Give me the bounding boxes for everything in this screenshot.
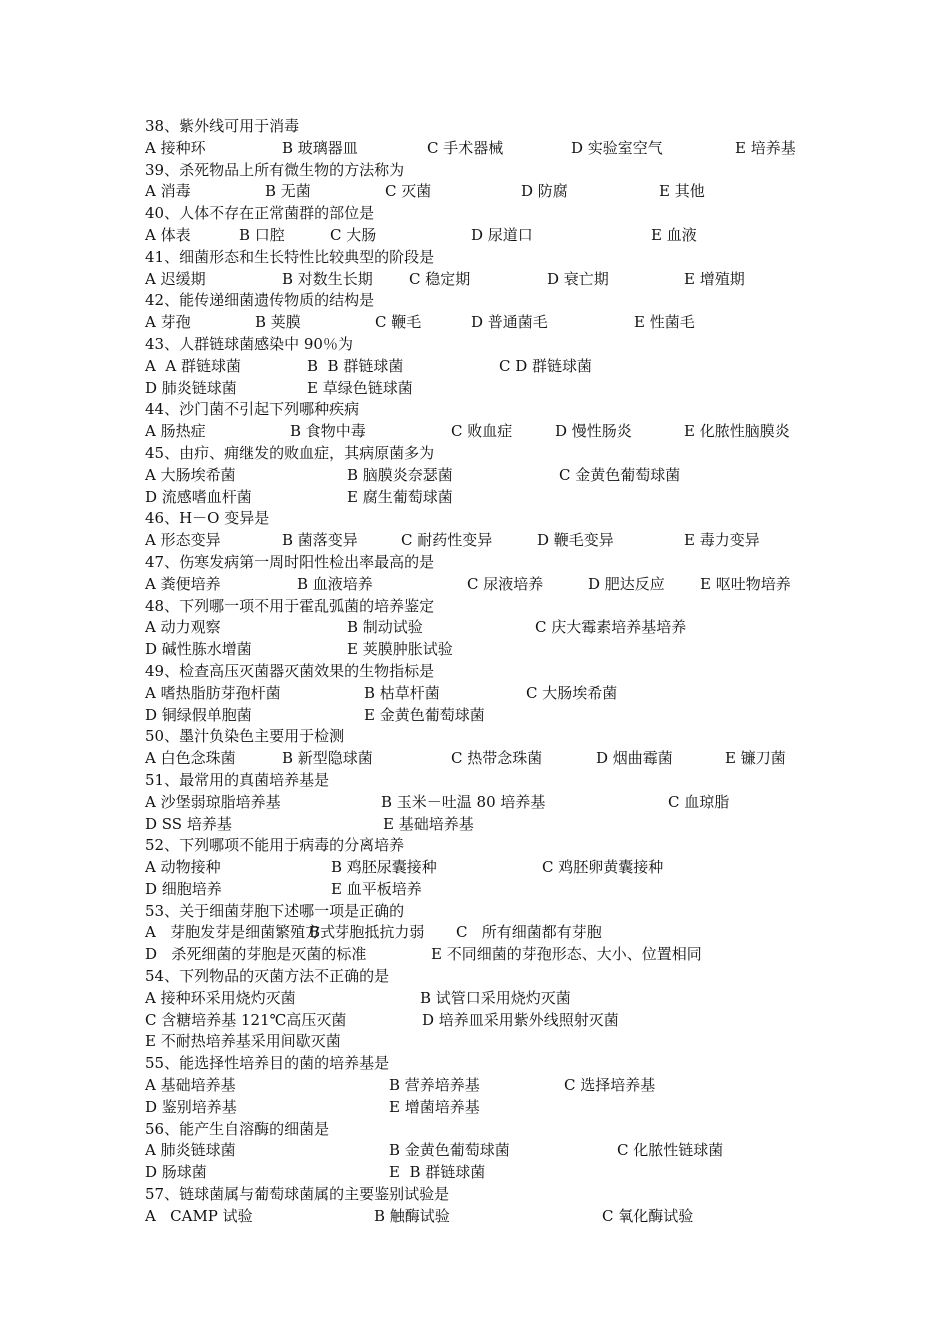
answer-option: B 金黄色葡萄球菌 xyxy=(389,1141,510,1160)
question-stem: 42、能传递细菌遗传物质的结构是 xyxy=(145,291,375,310)
question-stem: 39、杀死物品上所有微生物的方法称为 xyxy=(145,160,405,179)
answer-option: C 大肠 xyxy=(330,225,377,244)
answer-option: A A 群链球菌 xyxy=(145,356,241,375)
option-row xyxy=(145,1206,845,1228)
answer-option: C 大肠埃希菌 xyxy=(526,683,618,702)
answer-option: C 稳定期 xyxy=(409,269,471,288)
answer-option: B 制动试验 xyxy=(347,618,423,637)
question-stem: 53、关于细菌芽胞下述哪一项是正确的 xyxy=(145,901,405,920)
answer-option: D 肥达反应 xyxy=(588,574,665,593)
option-row xyxy=(145,487,845,509)
answer-option: B 脑膜炎奈瑟菌 xyxy=(347,465,453,484)
option-row xyxy=(145,988,845,1010)
option-row xyxy=(145,465,845,487)
answer-option: E 不耐热培养基采用间歇灭菌 xyxy=(145,1032,341,1051)
question-stem: 47、伤寒发病第一周时阳性检出率最高的是 xyxy=(145,552,435,571)
answer-option: D 肠球菌 xyxy=(145,1163,207,1182)
answer-option: C 灭菌 xyxy=(385,182,432,201)
answer-option: D 碱性胨水增菌 xyxy=(145,640,252,659)
question-stem: 51、最常用的真菌培养基是 xyxy=(145,770,330,789)
answer-option: D 烟曲霉菌 xyxy=(596,749,673,768)
answer-option: C 耐药性变异 xyxy=(401,531,493,550)
answer-option: D 流感嗜血杆菌 xyxy=(145,487,252,506)
option-row xyxy=(145,857,845,879)
answer-option: E 腐生葡萄球菌 xyxy=(347,487,453,506)
answer-option: B 玻璃器皿 xyxy=(282,138,358,157)
answer-option: A 动物接种 xyxy=(145,858,221,877)
answer-option: E 血平板培养 xyxy=(331,879,422,898)
answer-option: E 金黄色葡萄球菌 xyxy=(364,705,485,724)
option-row xyxy=(145,944,845,966)
answer-option: D 尿道口 xyxy=(471,225,533,244)
answer-option: D 铜绿假单胞菌 xyxy=(145,705,252,724)
option-row xyxy=(145,356,845,378)
answer-option: C 所有细菌都有芽胞 xyxy=(456,923,602,942)
answer-option: A 肠热症 xyxy=(145,422,206,441)
answer-option: C 化脓性链球菌 xyxy=(617,1141,724,1160)
answer-option: B 口腔 xyxy=(239,225,285,244)
option-row xyxy=(145,1097,845,1119)
answer-option: B 无菌 xyxy=(265,182,311,201)
answer-option: A 沙堡弱琼脂培养基 xyxy=(145,792,281,811)
option-row xyxy=(145,617,845,639)
answer-option: E 毒力变异 xyxy=(684,531,760,550)
option-row xyxy=(145,683,845,705)
option-row xyxy=(145,639,845,661)
answer-option: C 含糖培养基 121℃高压灭菌 xyxy=(145,1010,347,1029)
answer-option: E 血液 xyxy=(651,225,697,244)
answer-option: E 增殖期 xyxy=(684,269,745,288)
answer-option: A 接种环采用烧灼灭菌 xyxy=(145,988,296,1007)
answer-option: E 化脓性脑膜炎 xyxy=(684,422,790,441)
question-stem: 57、链球菌属与葡萄球菌属的主要鉴别试验是 xyxy=(145,1185,450,1204)
answer-option: C 手术器械 xyxy=(427,138,504,157)
answer-option: B 血液培养 xyxy=(297,574,373,593)
answer-option: A 肺炎链球菌 xyxy=(145,1141,236,1160)
answer-option: A 芽孢 xyxy=(145,313,191,332)
option-row xyxy=(145,225,845,247)
answer-option: C D 群链球菌 xyxy=(499,356,593,375)
answer-option: B 玉米－吐温 80 培养基 xyxy=(381,792,546,811)
option-row xyxy=(145,922,845,944)
answer-option: E 草绿色链球菌 xyxy=(307,378,413,397)
answer-option: C 尿液培养 xyxy=(467,574,544,593)
question-stem: 41、细菌形态和生长特性比较典型的阶段是 xyxy=(145,247,435,266)
answer-option: E B 群链球菌 xyxy=(389,1163,486,1182)
answer-option: C 鸡胚卵黄囊接种 xyxy=(542,858,664,877)
answer-option: B 鸡胚尿囊接种 xyxy=(331,858,437,877)
option-row xyxy=(145,269,845,291)
answer-option: A 芽胞发芽是细菌繁殖方式 xyxy=(145,923,336,942)
option-row xyxy=(145,530,845,552)
answer-option: B 芽胞抵抗力弱 xyxy=(309,923,425,942)
answer-option: A 接种环 xyxy=(145,138,206,157)
question-stem: 49、检查高压灭菌器灭菌效果的生物指标是 xyxy=(145,661,435,680)
answer-option: E 镰刀菌 xyxy=(725,749,786,768)
option-row xyxy=(145,705,845,727)
option-row xyxy=(145,181,845,203)
question-stem: 48、下列哪一项不用于霍乱弧菌的培养鉴定 xyxy=(145,596,435,615)
answer-option: D 细胞培养 xyxy=(145,879,222,898)
question-stem: 55、能选择性培养目的菌的培养基是 xyxy=(145,1054,390,1073)
answer-option: C 血琼脂 xyxy=(668,792,730,811)
answer-option: A 嗜热脂肪芽孢杆菌 xyxy=(145,683,281,702)
question-stem: 46、H－O 变异是 xyxy=(145,509,270,528)
answer-option: E 增菌培养基 xyxy=(389,1097,480,1116)
question-stem: 40、人体不存在正常菌群的部位是 xyxy=(145,204,375,223)
answer-option: B 新型隐球菌 xyxy=(282,749,373,768)
option-row xyxy=(145,378,845,400)
answer-option: B 试管口采用烧灼灭菌 xyxy=(420,988,571,1007)
answer-option: E 培养基 xyxy=(735,138,796,157)
answer-option: A 形态变异 xyxy=(145,531,221,550)
option-row xyxy=(145,1140,845,1162)
answer-option: C 热带念珠菌 xyxy=(451,749,543,768)
answer-option: B 触酶试验 xyxy=(374,1206,450,1225)
answer-option: C 庆大霉素培养基培养 xyxy=(535,618,687,637)
answer-option: C 选择培养基 xyxy=(564,1076,656,1095)
answer-option: A CAMP 试验 xyxy=(145,1206,253,1225)
answer-option: C 氧化酶试验 xyxy=(602,1206,694,1225)
answer-option: D 衰亡期 xyxy=(547,269,609,288)
answer-option: D 鉴别培养基 xyxy=(145,1097,237,1116)
answer-option: A 白色念珠菌 xyxy=(145,749,236,768)
answer-option: D 鞭毛变异 xyxy=(537,531,614,550)
answer-option: A 粪便培养 xyxy=(145,574,221,593)
answer-option: C 金黄色葡萄球菌 xyxy=(559,465,681,484)
answer-option: C 败血症 xyxy=(451,422,513,441)
answer-option: B 营养培养基 xyxy=(389,1076,480,1095)
answer-option: B 荚膜 xyxy=(255,313,301,332)
question-stem: 43、人群链球菌感染中 90％为 xyxy=(145,334,353,353)
answer-option: E 呕吐物培养 xyxy=(700,574,791,593)
answer-option: A 大肠埃希菌 xyxy=(145,465,236,484)
option-row xyxy=(145,792,845,814)
answer-option: A 动力观察 xyxy=(145,618,221,637)
option-row xyxy=(145,1010,845,1032)
answer-option: B 对数生长期 xyxy=(282,269,373,288)
option-row xyxy=(145,814,845,836)
question-stem: 54、下列物品的灭菌方法不正确的是 xyxy=(145,967,390,986)
question-stem: 56、能产生自溶酶的细菌是 xyxy=(145,1119,330,1138)
option-row xyxy=(145,574,845,596)
answer-option: B 菌落变异 xyxy=(282,531,358,550)
option-row xyxy=(145,138,845,160)
question-stem: 52、下列哪项不能用于病毒的分离培养 xyxy=(145,836,405,855)
answer-option: D 培养皿采用紫外线照射灭菌 xyxy=(422,1010,619,1029)
answer-option: D 杀死细菌的芽胞是灭菌的标准 xyxy=(145,945,367,964)
answer-option: D SS 培养基 xyxy=(145,814,232,833)
answer-option: D 慢性肠炎 xyxy=(555,422,632,441)
answer-option: E 性菌毛 xyxy=(634,313,695,332)
answer-option: A 体表 xyxy=(145,225,191,244)
question-stem: 38、紫外线可用于消毒 xyxy=(145,117,300,135)
answer-option: D 肺炎链球菌 xyxy=(145,378,237,397)
question-stem: 44、沙门菌不引起下列哪种疾病 xyxy=(145,400,360,419)
answer-option: E 其他 xyxy=(659,182,705,201)
document-page xyxy=(145,116,845,1228)
answer-option: D 防腐 xyxy=(521,182,568,201)
answer-option: D 实验室空气 xyxy=(571,138,663,157)
option-row xyxy=(145,1162,845,1184)
option-row xyxy=(145,748,845,770)
question-stem: 45、由疖、痈继发的败血症，其病原菌多为 xyxy=(145,443,435,462)
question-stem: 50、墨汁负染色主要用于检测 xyxy=(145,727,345,746)
option-row xyxy=(145,421,845,443)
answer-option: E 荚膜肿胀试验 xyxy=(347,640,453,659)
option-row xyxy=(145,879,845,901)
answer-option: B 食物中毒 xyxy=(290,422,366,441)
answer-option: B 枯草杆菌 xyxy=(364,683,440,702)
answer-option: B B 群链球菌 xyxy=(307,356,404,375)
answer-option: E 基础培养基 xyxy=(383,814,474,833)
answer-option: D 普通菌毛 xyxy=(471,313,548,332)
answer-option: A 迟缓期 xyxy=(145,269,206,288)
option-row xyxy=(145,312,845,334)
answer-option: A 消毒 xyxy=(145,182,191,201)
answer-option: E 不同细菌的芽孢形态、大小、位置相同 xyxy=(431,945,702,964)
option-row xyxy=(145,1075,845,1097)
answer-option: A 基础培养基 xyxy=(145,1076,236,1095)
option-row xyxy=(145,1031,845,1053)
answer-option: C 鞭毛 xyxy=(375,313,422,332)
